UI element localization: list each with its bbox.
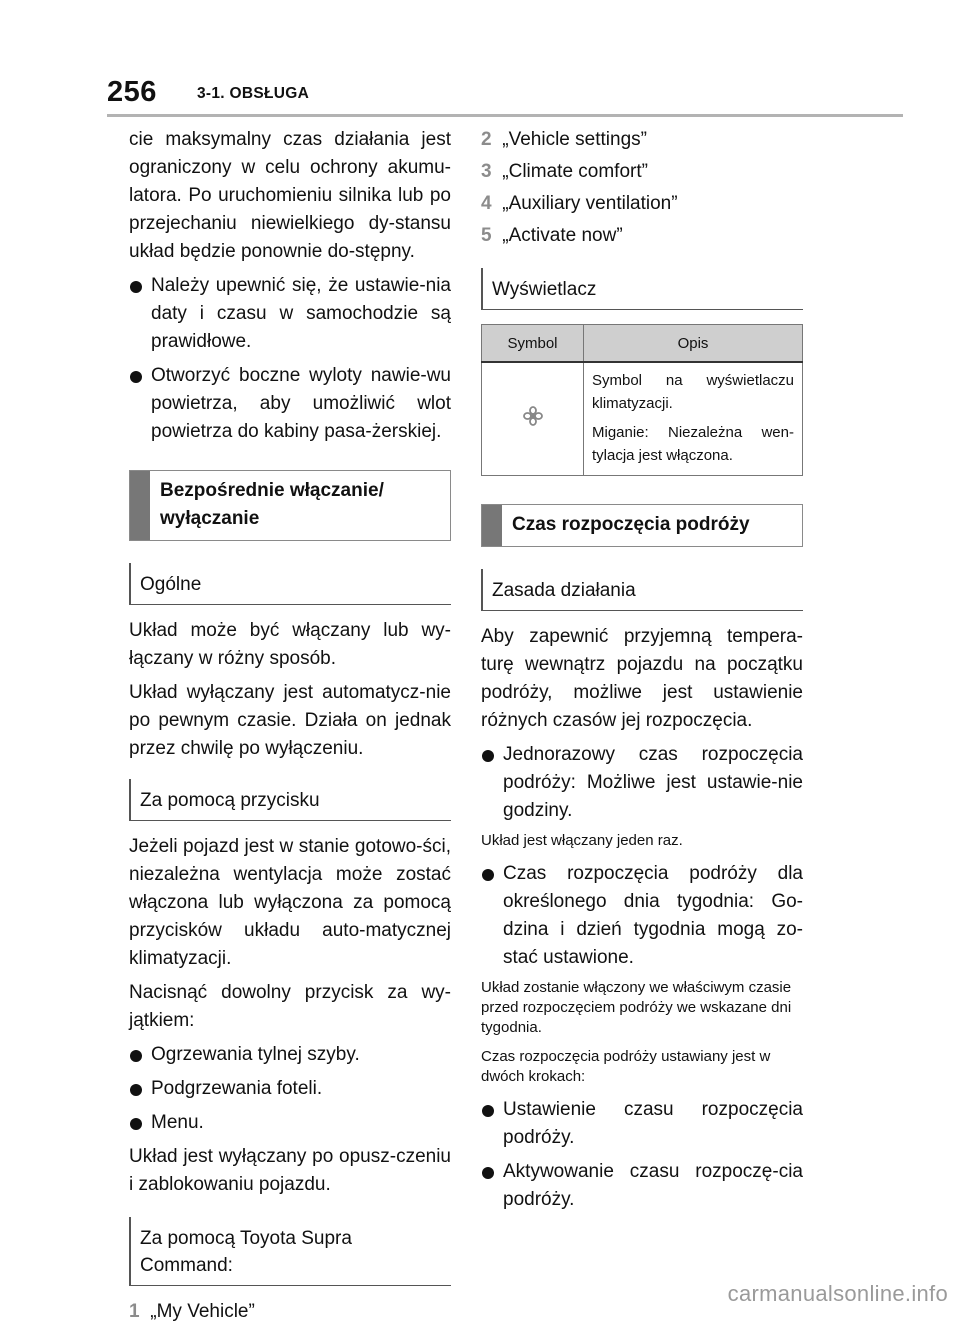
step-1 (129, 1298, 451, 1326)
ventilation-fan-icon (522, 405, 544, 427)
step-2 (481, 126, 803, 154)
bullet-item: Czas rozpoczęcia podróży dla określonego dnia tygodnia: Go-dzina i dzień tygodnia mogą zo-stać ustawione. (481, 860, 803, 972)
bullet-item: Ustawienie czasu rozpoczęcia podróży. (481, 1096, 803, 1152)
table-row (482, 362, 803, 476)
section-header-title: Bezpośrednie włączanie/ wyłączanie (160, 480, 384, 529)
step-4 (481, 190, 803, 218)
section-header-direct (129, 470, 451, 541)
subheader-general: Ogólne (129, 563, 451, 605)
description-cell (584, 362, 803, 476)
section-header-departure (481, 504, 803, 547)
step-text: „Climate comfort” (502, 161, 648, 182)
subheader-display: Wyświetlacz (481, 268, 803, 310)
page-number: 256 (107, 76, 157, 108)
step-number: 4 (481, 193, 492, 214)
note-text: Układ jest włączany jeden raz. (481, 832, 683, 849)
symbol-table (481, 324, 803, 476)
step-3 (481, 158, 803, 186)
description-text: Symbol na wyświetlaczu klimatyzacji. (592, 372, 794, 412)
general-paragraph-2: Układ wyłączany jest automatycz-nie po pewnym czasie. Działa on jednak przez chwilę po wyłączeniu. (129, 682, 451, 759)
general-paragraph-1: Układ może być włączany lub wy-łączany w różny sposób. (129, 620, 451, 669)
section-header-title: Czas rozpoczęcia podróży (512, 514, 750, 535)
principle-paragraph: Aby zapewnić przyjemną tempera-turę wewnątrz pojazdu na początku podróży, możliwe jest ustawienie różnych czasów jej rozpoczęcia. (481, 626, 803, 731)
watermark: carmanualsonline.info (727, 1281, 948, 1306)
table-header-symbol: Symbol (482, 325, 584, 363)
section-title: 3-1. OBSŁUGA (197, 85, 310, 102)
subheader-command: Za pomocą Toyota Supra Command: (129, 1217, 451, 1286)
step-number: 2 (481, 129, 492, 150)
step-5 (481, 222, 803, 250)
step-number: 1 (129, 1301, 140, 1322)
step-text: „Vehicle settings” (502, 129, 647, 150)
bullet-item: Menu. (129, 1109, 451, 1137)
bullet-item: Należy upewnić się, że ustawie-nia daty i czasu w samochodzie są prawidłowe. (129, 272, 451, 356)
left-column (129, 126, 451, 1330)
header-divider (107, 114, 903, 117)
bullet-item: Ogrzewania tylnej szyby. (129, 1041, 451, 1069)
subheader-button: Za pomocą przycisku (129, 779, 451, 821)
table-header-row (482, 325, 803, 363)
table-header-description: Opis (584, 325, 803, 363)
button-paragraph-2: Nacisnąć dowolny przycisk za wy-jątkiem: (129, 982, 451, 1031)
note-text: Czas rozpoczęcia podróży ustawiany jest w dwóch krokach: (481, 1048, 771, 1085)
step-text: „My Vehicle” (150, 1301, 255, 1322)
bullet-item: Jednorazowy czas rozpoczęcia podróży: Możliwe jest ustawie-nie godziny. (481, 741, 803, 825)
intro-paragraph: cie maksymalny czas działania jest ograniczony w celu ochrony akumu-latora. Po uruchomieniu silnika lub po przejechaniu niewielkiego dy-stansu układ będzie ponownie do-stępny. (129, 129, 451, 262)
step-text: „Activate now” (502, 225, 623, 246)
bullet-item: Aktywowanie czasu rozpoczę-cia podróży. (481, 1158, 803, 1214)
button-paragraph-1: Jeżeli pojazd jest w stanie gotowo-ści, niezależna wentylacja może zostać włączona lub wyłączona za pomocą przycisków układu auto-matycznej klimatyzacji. (129, 836, 451, 969)
right-column (481, 126, 803, 1220)
button-paragraph-3: Układ jest wyłączany po opusz-czeniu i zablokowaniu pojazdu. (129, 1146, 451, 1195)
step-text: „Auxiliary ventilation” (502, 193, 678, 214)
section-header-bar (130, 471, 150, 540)
description-text: Miganie: Niezależna wen-tylacja jest włączona. (592, 424, 794, 464)
subheader-principle: Zasada działania (481, 569, 803, 611)
step-number: 5 (481, 225, 492, 246)
note-text: Układ zostanie włączony we właściwym czasie przed rozpoczęciem podróży we wskazane dni tygodnia. (481, 979, 792, 1036)
section-header-bar (482, 505, 502, 546)
bullet-item: Otworzyć boczne wyloty nawie-wu powietrza, aby umożliwić wlot powietrza do kabiny pasa-żerskiej. (129, 362, 451, 446)
bullet-item: Podgrzewania foteli. (129, 1075, 451, 1103)
step-number: 3 (481, 161, 492, 182)
symbol-cell (482, 362, 584, 476)
